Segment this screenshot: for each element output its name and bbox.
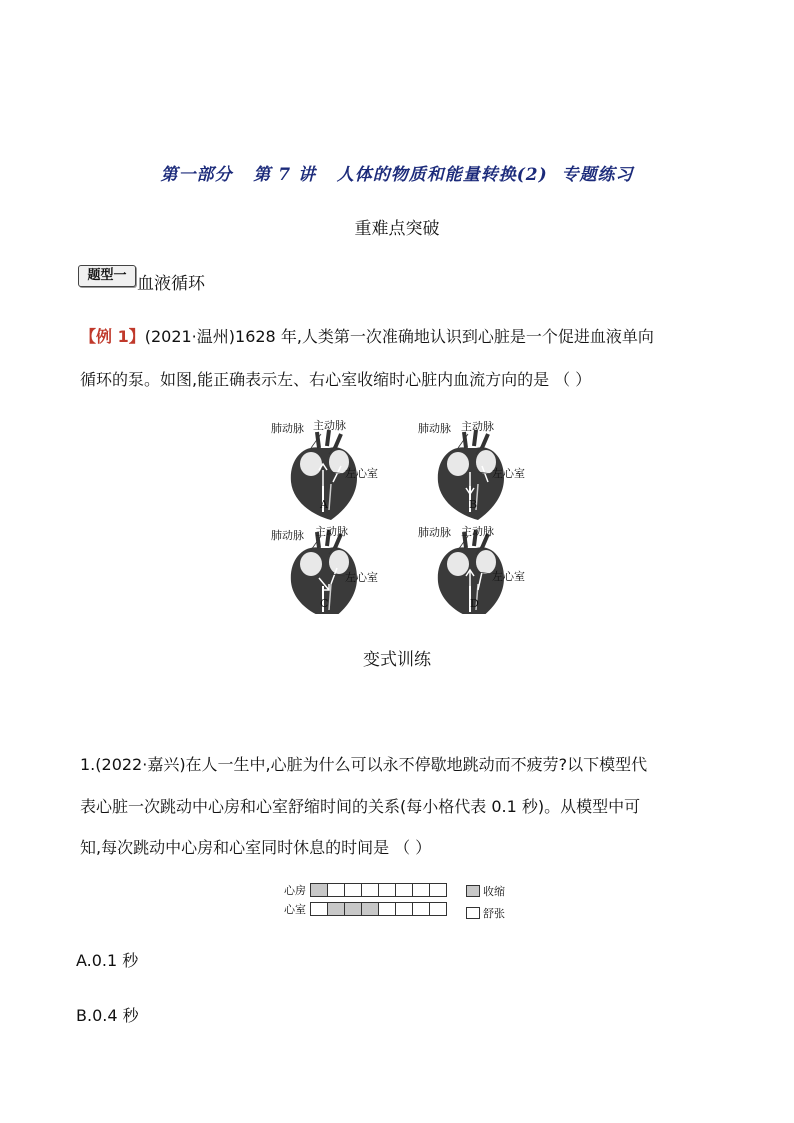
- label-pulmonary-a: 肺动脉: [271, 422, 304, 435]
- legend-swatch-filled: [466, 885, 480, 897]
- legend-item-relax: [466, 905, 505, 921]
- legend-item-contract: [466, 883, 505, 899]
- model-cell-relax: [395, 902, 413, 916]
- model-cell-relax: [395, 883, 413, 897]
- heart-figure-svg: [265, 414, 545, 614]
- model-cells-atrium: [311, 883, 447, 897]
- label-pulmonary-c: 肺动脉: [271, 529, 304, 542]
- question1-line-3: 知,每次跳动中心房和心室同时休息的时间是 （ ）: [80, 838, 432, 857]
- label-aorta-a: 主动脉: [313, 419, 346, 432]
- legend-label: 收缩: [483, 885, 505, 898]
- model-cell-relax: [412, 883, 430, 897]
- model-cell-relax: [327, 883, 345, 897]
- label-pulmonary-b: 肺动脉: [418, 422, 451, 435]
- heart-figure: [265, 414, 545, 614]
- example-text-1: (2021·温州)1628 年,人类第一次准确地认识到心脏是一个促进血液单向: [144, 327, 654, 346]
- model-cell-relax: [344, 883, 362, 897]
- example-line-1: [80, 327, 654, 347]
- model-cell-relax: [378, 883, 396, 897]
- model-cell-relax: [429, 883, 447, 897]
- model-row-label: 心室: [284, 903, 306, 916]
- model-row-atrium: [284, 882, 447, 898]
- section-heading: 重难点突破: [354, 219, 440, 239]
- model-cell-contract: [344, 902, 362, 916]
- model-cell-contract: [327, 902, 345, 916]
- label-ventricle-d: 左心室: [492, 570, 525, 583]
- option-a: A.0.1 秒: [76, 951, 139, 970]
- question1-line-1: 1.(2022·嘉兴)在人一生中,心脏为什么可以永不停歇地跳动而不疲劳?以下模型代: [80, 755, 648, 774]
- page-title: 第一部分 第 7 讲 人体的物质和能量转换(2) 专题练习: [160, 165, 634, 185]
- model-cells-ventricle: [311, 902, 447, 916]
- question-type-tag: 题型一: [78, 265, 136, 287]
- model-row-label: 心房: [284, 884, 306, 897]
- label-ventricle-a: 左心室: [345, 467, 378, 480]
- question1-line-2: 表心脏一次跳动中心房和心室舒缩时间的关系(每小格代表 0.1 秒)。从模型中可: [80, 797, 641, 816]
- example-tag: 【例 1】: [80, 327, 145, 346]
- model-cell-relax: [361, 883, 379, 897]
- label-aorta-c: 主动脉: [315, 525, 348, 538]
- practice-heading: 变式训练: [363, 650, 431, 670]
- label-aorta-b: 主动脉: [461, 420, 494, 433]
- model-legend: [466, 883, 505, 921]
- model-row-ventricle: [284, 901, 447, 917]
- label-ventricle-c: 左心室: [345, 571, 378, 584]
- label-letter-b: B: [469, 498, 478, 511]
- legend-swatch-empty: [466, 907, 480, 919]
- model-cell-relax: [429, 902, 447, 916]
- label-letter-c: C: [320, 597, 329, 610]
- label-letter-d: D: [470, 597, 479, 610]
- model-cell-relax: [378, 902, 396, 916]
- label-aorta-d: 主动脉: [461, 525, 494, 538]
- label-ventricle-b: 左心室: [492, 467, 525, 480]
- label-pulmonary-d: 肺动脉: [418, 526, 451, 539]
- question-type-label: 血液循环: [137, 274, 205, 294]
- example-line-2: 循环的泵。如图,能正确表示左、右心室收缩时心脏内血流方向的是 （ ）: [80, 370, 592, 389]
- model-cell-relax: [412, 902, 430, 916]
- model-cell-relax: [310, 902, 328, 916]
- model-cell-contract: [310, 883, 328, 897]
- heartbeat-model: [284, 882, 447, 917]
- model-cell-contract: [361, 902, 379, 916]
- option-b: B.0.4 秒: [76, 1006, 139, 1025]
- legend-label: 舒张: [483, 907, 505, 920]
- label-letter-a: A: [320, 498, 328, 511]
